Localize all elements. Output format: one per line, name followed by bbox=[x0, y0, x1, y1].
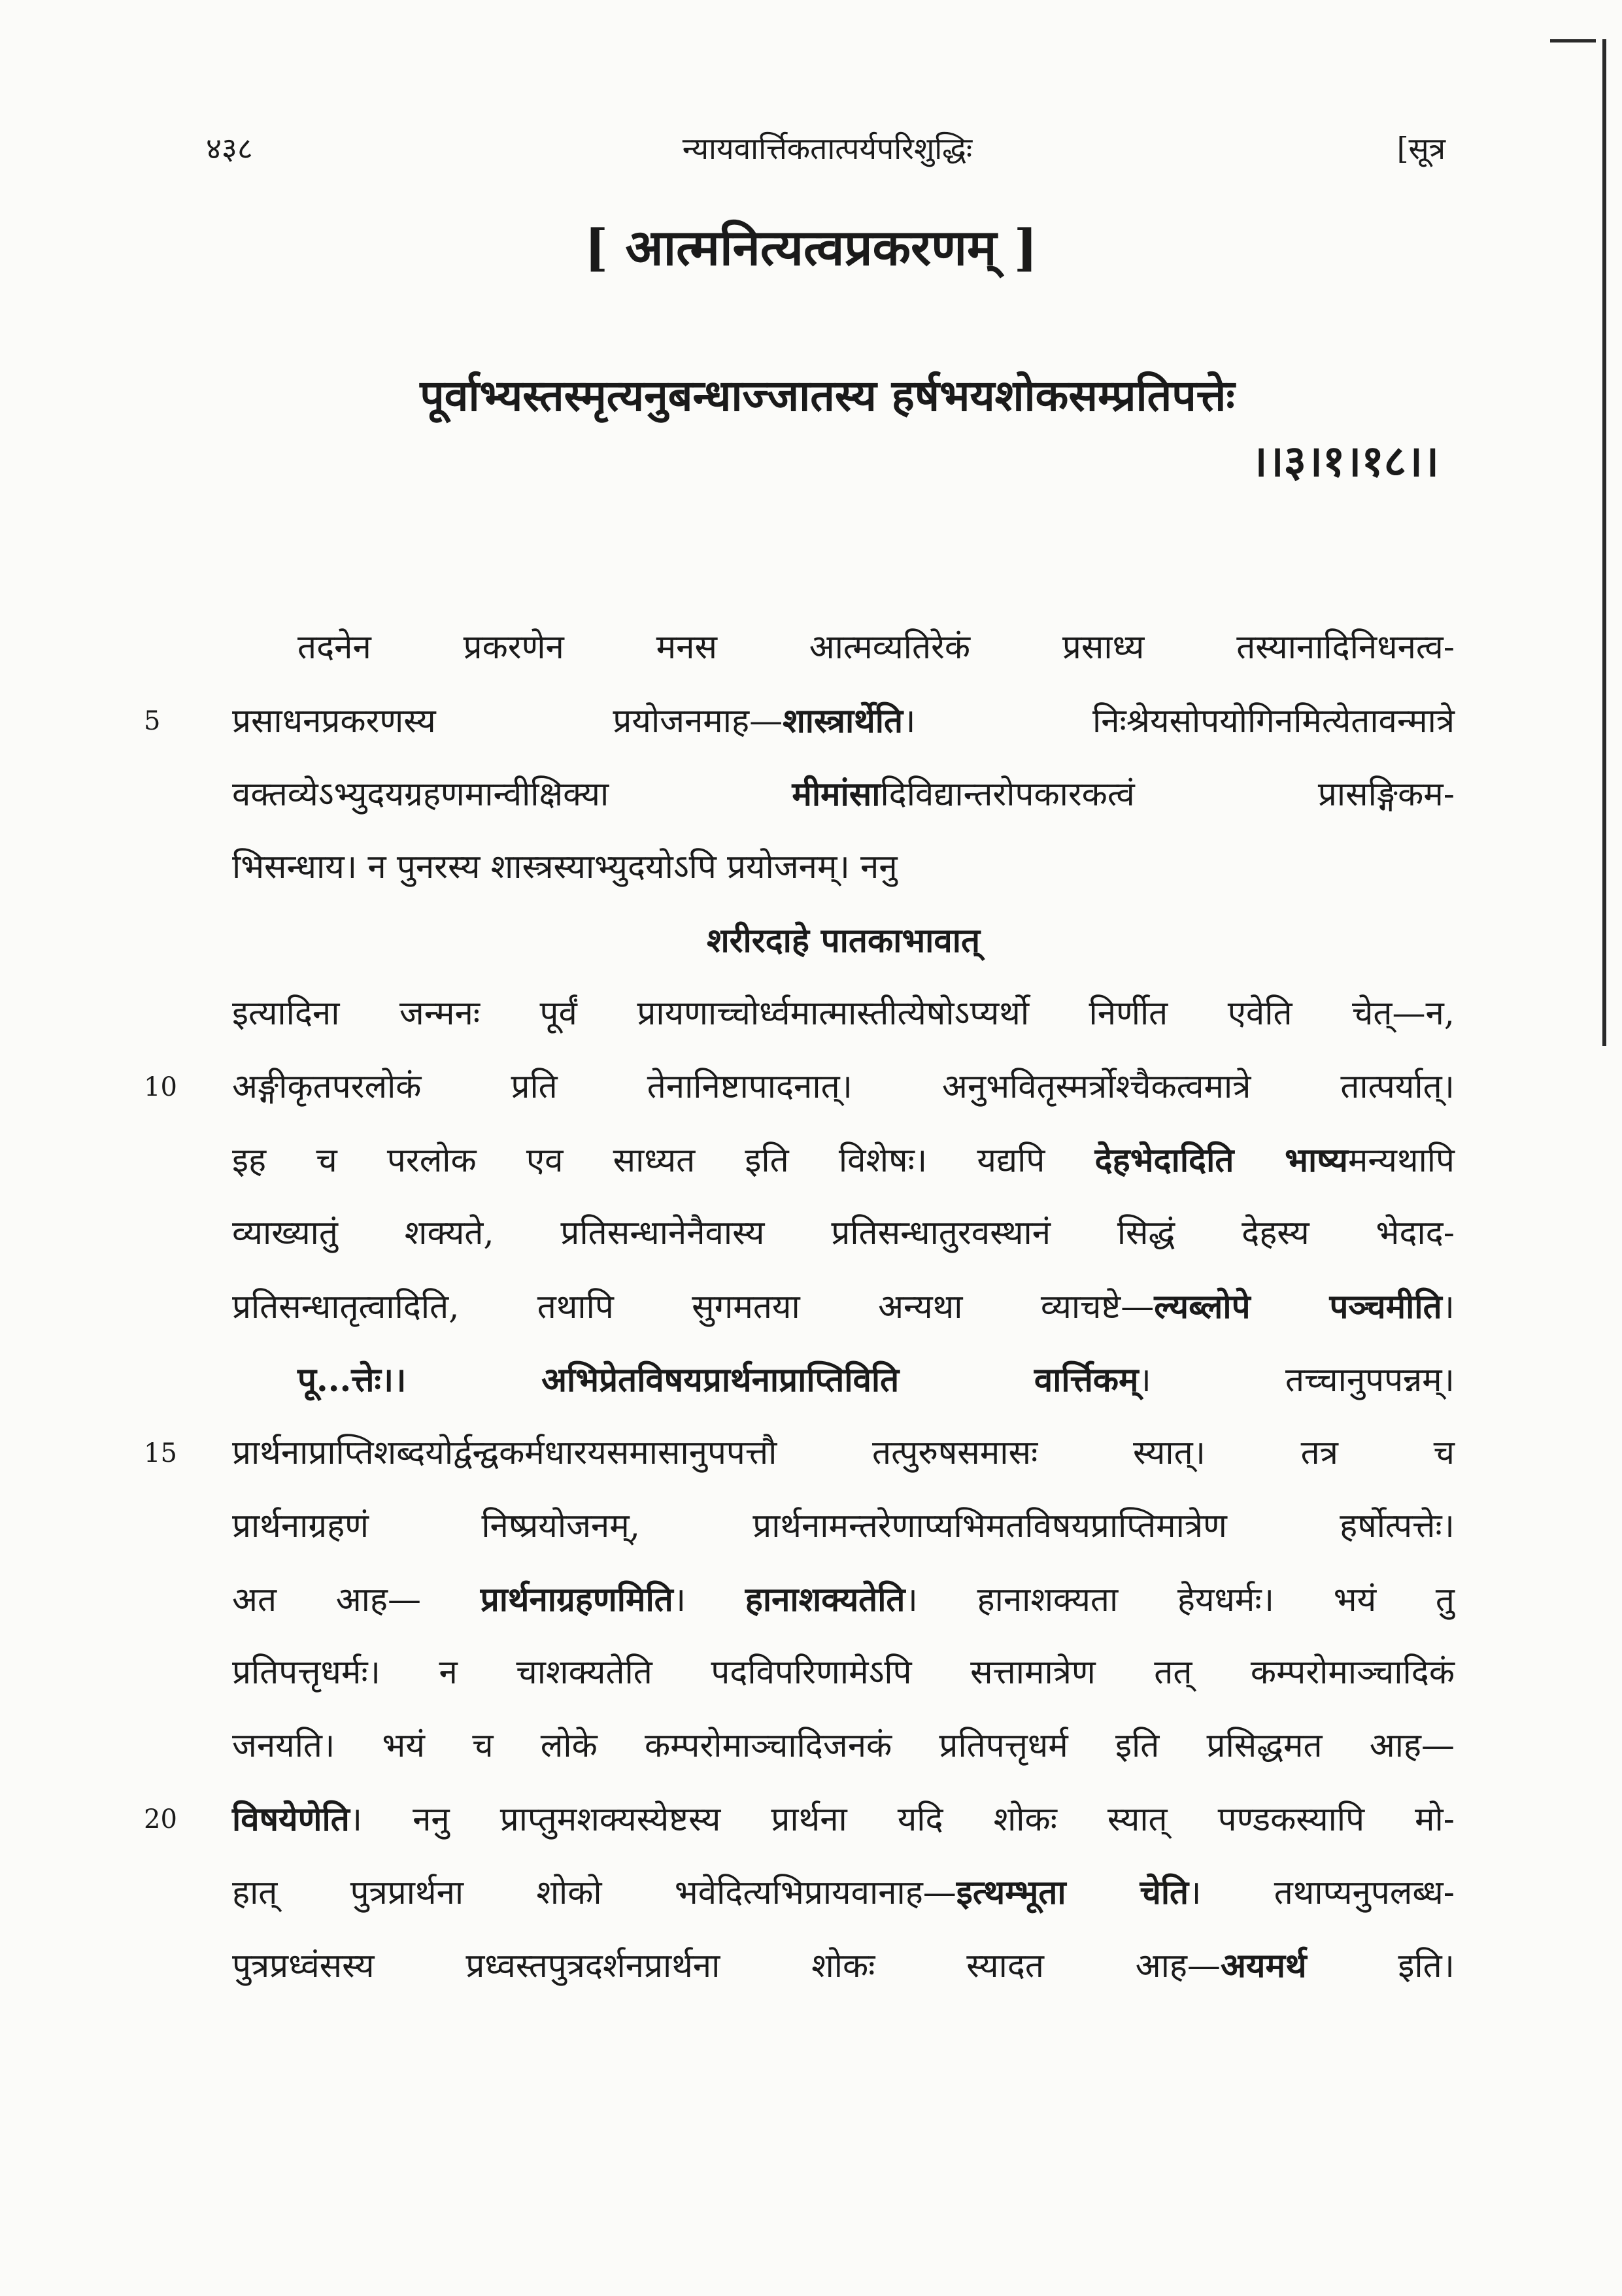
commentary-body bbox=[144, 611, 1455, 2002]
bold-lemma: हानाशक्यतेति bbox=[745, 1580, 905, 1619]
running-header bbox=[196, 127, 1459, 173]
sutra-block bbox=[196, 363, 1459, 494]
text-line bbox=[144, 1783, 1455, 1856]
text-span: वक्तव्येऽभ्युदयग्रहणमान्वीक्षिक्या bbox=[232, 775, 792, 814]
bold-lemma: मीमांसा bbox=[792, 775, 881, 814]
text-span: इह च परलोक एव साध्यत इति विशेषः। यद्यपि bbox=[232, 1141, 1095, 1180]
text-line bbox=[144, 1051, 1455, 1124]
line-number: 15 bbox=[144, 1438, 177, 1468]
text-span: पुत्रप्रध्वंसस्य प्रध्वस्तपुत्रदर्शनप्रार्थना शोकः स्यादत आह— bbox=[232, 1947, 1221, 1985]
text-span: दिविद्यान्तरोपकारकत्वं प्रासङ्गिकम- bbox=[880, 775, 1455, 814]
text-span: प्रसाधनप्रकरणस्य प्रयोजनमाह— bbox=[232, 702, 783, 741]
text-span: । तथाप्यनुपलब्ध- bbox=[1189, 1874, 1455, 1912]
running-title: न्यायवार्त्तिकतात्पर्यपरिशुद्धिः bbox=[682, 131, 973, 166]
text-span: तदनेन प्रकरणेन मनस आत्मव्यतिरेकं प्रसाध्य तस्यानादिनिधनत्व- bbox=[297, 628, 1455, 667]
text-span: । bbox=[1442, 1288, 1455, 1326]
text-span: हात् पुत्रप्रार्थना शोको भवेदित्यभिप्रायवानाह— bbox=[232, 1874, 956, 1912]
section-title: [ आत्मनित्यत्वप्रकरणम् ] bbox=[584, 218, 1038, 277]
text-span: । bbox=[673, 1581, 745, 1619]
bold-lemma: अयमर्थ bbox=[1220, 1946, 1307, 1985]
quoted-sutra: शरीरदाहे पातकाभावात् bbox=[706, 921, 981, 960]
text-line bbox=[232, 758, 1455, 831]
text-span: इत्यादिना जन्मनः पूर्वं प्रायणाच्चोर्ध्वमात्मास्तीत्येषोऽप्यर्थो निर्णीत एवेति चेत्—न, bbox=[232, 994, 1455, 1033]
text-line bbox=[232, 1124, 1455, 1197]
page-number: ४३८ bbox=[206, 131, 253, 166]
text-span: अत आह— bbox=[232, 1581, 481, 1619]
sutra-text: पूर्वाभ्यस्तस्मृत्यनुबन्धाज्जातस्य हर्षभयशोकसम्प्रतिपत्तेः bbox=[420, 370, 1235, 421]
text-span: । निःश्रेयसोपयोगिनमित्येतावन्मात्रे bbox=[903, 702, 1455, 741]
text-span: जनयति। भयं च लोके कम्परोमाञ्चादिजनकं प्रतिपत्तृधर्म इति प्रसिद्धमत आह— bbox=[232, 1727, 1455, 1765]
text-span: इति। bbox=[1306, 1947, 1455, 1985]
text-span: प्रतिसन्धातृत्वादिति, तथापि सुगमतया अन्यथा व्याचष्टे— bbox=[232, 1288, 1155, 1326]
scan-edge-mark bbox=[1550, 39, 1596, 42]
bold-lemma: देहभेदादिति भाष्य bbox=[1094, 1141, 1348, 1180]
bold-lemma: पू...त्तेः।। अभिप्रेतविषयप्रार्थनाप्राप्तिविति वार्त्तिकम् bbox=[297, 1360, 1139, 1400]
bold-lemma: शास्त्रार्थेति bbox=[783, 701, 904, 741]
sutra-number: ।।३।१।१८।। bbox=[1251, 435, 1439, 486]
text-span: । तच्चानुपपन्नम्। bbox=[1138, 1361, 1455, 1400]
text-span: । हानाशक्यता हेयधर्मः। भयं तु bbox=[905, 1581, 1455, 1619]
text-line bbox=[144, 1417, 1455, 1490]
text-span: भिसन्धाय। न पुनरस्य शास्त्रस्याभ्युदयोऽपि प्रयोजनम्। ननु bbox=[232, 848, 898, 886]
line-number: 20 bbox=[144, 1804, 177, 1834]
text-line bbox=[232, 1710, 1455, 1783]
text-line bbox=[232, 1856, 1455, 1929]
text-line bbox=[232, 1929, 1455, 2002]
text-line bbox=[232, 1563, 1455, 1636]
bold-lemma: ल्यब्लोपे पञ्चमीति bbox=[1154, 1287, 1442, 1326]
bold-lemma: विषयेणेति bbox=[232, 1800, 350, 1839]
text-line bbox=[232, 831, 1455, 904]
text-span: अङ्गीकृतपरलोकं प्रति तेनानिष्टापादनात्। अनुभवितृस्मर्त्रोश्चैकत्वमात्रे तात्पर्यात्। bbox=[232, 1068, 1455, 1106]
text-span: । ननु प्राप्तुमशक्यस्येष्टस्य प्रार्थना यदि शोकः स्यात् पण्डकस्यापि मो- bbox=[349, 1800, 1455, 1839]
text-span: प्रार्थनाप्राप्तिशब्दयोर्द्वन्द्वकर्मधारयसमासानुपपत्तौ तत्पुरुषसमासः स्यात्। तत्र च bbox=[232, 1434, 1455, 1472]
text-line bbox=[232, 1636, 1455, 1710]
text-span: प्रतिपत्तृधर्मः। न चाशक्यतेति पदविपरिणामेऽपि सत्तामात्रेण तत् कम्परोमाञ्चादिकं bbox=[232, 1653, 1455, 1692]
text-span: मन्यथापि bbox=[1347, 1141, 1455, 1180]
text-line bbox=[232, 1270, 1455, 1343]
line-number: 10 bbox=[144, 1072, 177, 1102]
text-span: व्याख्यातुं शक्यते, प्रतिसन्धानेनैवास्य प्रतिसन्धातुरवस्थानं सिद्धं देहस्य भेदाद- bbox=[232, 1214, 1455, 1253]
text-line bbox=[232, 1197, 1455, 1270]
bold-lemma: इत्थम्भूता चेति bbox=[956, 1873, 1189, 1912]
sutra-marker: [सूत्र bbox=[1396, 131, 1445, 166]
text-line bbox=[232, 1343, 1455, 1417]
line-number: 5 bbox=[144, 706, 161, 736]
text-line bbox=[144, 684, 1455, 758]
scan-edge-line bbox=[1602, 39, 1606, 1046]
text-line bbox=[232, 1490, 1455, 1563]
text-span: प्रार्थनाग्रहणं निष्प्रयोजनम्, प्रार्थनामन्तरेणाप्यभिमतविषयप्राप्तिमात्रेण हर्षोत्पत्तेः। bbox=[232, 1507, 1455, 1545]
text-line bbox=[232, 977, 1455, 1051]
bold-lemma: प्रार्थनाग्रहणमिति bbox=[480, 1580, 673, 1619]
quoted-sutra-line bbox=[232, 904, 1455, 977]
text-line bbox=[232, 611, 1455, 684]
